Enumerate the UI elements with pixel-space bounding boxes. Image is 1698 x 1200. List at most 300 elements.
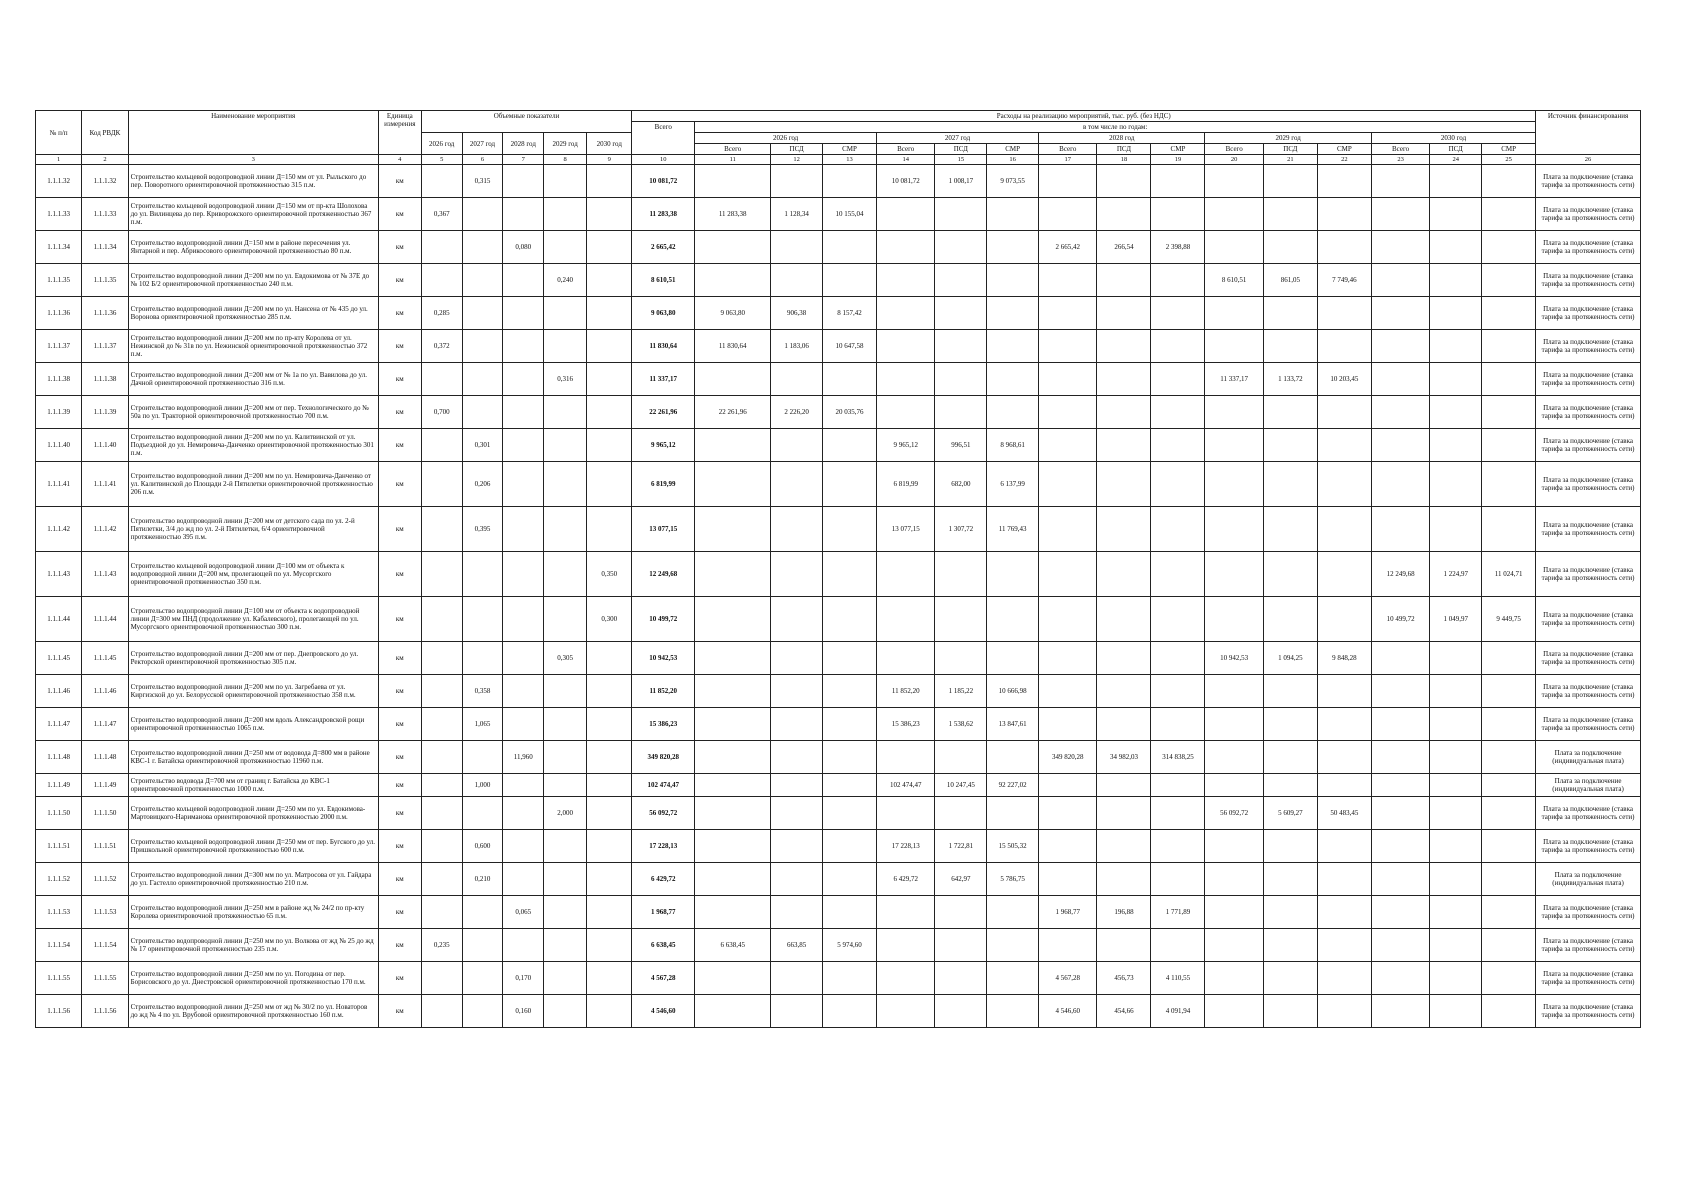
- row-cost-cell: [1151, 863, 1205, 896]
- row-cost-cell: [1151, 507, 1205, 552]
- row-volume-2029: [544, 708, 587, 741]
- row-volume-2029: [544, 429, 587, 462]
- row-cost-cell: [1039, 429, 1097, 462]
- row-volume-2030: [587, 462, 632, 507]
- table-row: [36, 363, 1641, 396]
- row-volume-2030: [587, 675, 632, 708]
- row-volume-2030: [587, 264, 632, 297]
- row-cost-cell: [1151, 929, 1205, 962]
- row-cost-cell: [1039, 363, 1097, 396]
- row-cost-cell: 682,00: [935, 462, 987, 507]
- row-cost-cell: [695, 896, 771, 929]
- row-cost-cell: [987, 231, 1039, 264]
- row-cost-cell: [823, 830, 877, 863]
- row-cost-cell: [877, 396, 935, 429]
- row-cost-cell: [1151, 396, 1205, 429]
- column-number: 22: [1317, 155, 1371, 165]
- row-number: 1.1.1.50: [36, 797, 82, 830]
- row-number: 1.1.1.51: [36, 830, 82, 863]
- row-cost-cell: [1039, 297, 1097, 330]
- row-cost-cell: 11 283,38: [695, 198, 771, 231]
- row-cost-cell: [695, 962, 771, 995]
- column-number: 1: [36, 155, 82, 165]
- column-number: 5: [421, 155, 462, 165]
- row-cost-cell: [771, 830, 823, 863]
- row-total: 56 092,72: [632, 797, 695, 830]
- row-cost-cell: [1039, 642, 1097, 675]
- row-volume-2030: [587, 863, 632, 896]
- row-cost-cell: 8 610,51: [1205, 264, 1263, 297]
- header-sub-total: Всего: [1205, 144, 1263, 155]
- row-cost-cell: [695, 830, 771, 863]
- row-code: 1.1.1.56: [82, 995, 128, 1028]
- row-cost-cell: [1317, 929, 1371, 962]
- row-cost-cell: [771, 708, 823, 741]
- row-cost-cell: [1205, 929, 1263, 962]
- row-cost-cell: [1430, 830, 1482, 863]
- row-cost-cell: 10 081,72: [877, 165, 935, 198]
- table-row: [36, 597, 1641, 642]
- column-number: 13: [823, 155, 877, 165]
- row-cost-cell: 9 965,12: [877, 429, 935, 462]
- row-cost-cell: [1097, 198, 1151, 231]
- column-number: 26: [1536, 155, 1641, 165]
- row-cost-cell: [1205, 741, 1263, 774]
- row-volume-2029: [544, 741, 587, 774]
- row-source: Плата за подключение (ставка тарифа за протяженность сети): [1536, 962, 1641, 995]
- row-code: 1.1.1.54: [82, 929, 128, 962]
- row-volume-2029: 2,000: [544, 797, 587, 830]
- row-cost-cell: [877, 995, 935, 1028]
- header-sub-psd: ПСД: [1097, 144, 1151, 155]
- row-cost-cell: [1371, 774, 1429, 797]
- row-volume-2026: [421, 462, 462, 507]
- row-cost-cell: 861,05: [1263, 264, 1317, 297]
- row-volume-2029: [544, 297, 587, 330]
- row-number: 1.1.1.49: [36, 774, 82, 797]
- table-row: [36, 929, 1641, 962]
- column-number: 17: [1039, 155, 1097, 165]
- row-volume-2029: [544, 552, 587, 597]
- row-volume-2028: [503, 675, 544, 708]
- row-total: 102 474,47: [632, 774, 695, 797]
- column-number: 9: [587, 155, 632, 165]
- row-volume-2028: [503, 708, 544, 741]
- row-cost-cell: [1263, 165, 1317, 198]
- row-cost-cell: 10 499,72: [1371, 597, 1429, 642]
- row-unit: км: [378, 774, 421, 797]
- row-cost-cell: [1482, 741, 1536, 774]
- row-volume-2029: [544, 995, 587, 1028]
- row-source: Плата за подключение (ставка тарифа за протяженность сети): [1536, 552, 1641, 597]
- row-code: 1.1.1.50: [82, 797, 128, 830]
- row-volume-2026: [421, 231, 462, 264]
- row-volume-2026: 0,372: [421, 330, 462, 363]
- row-total: 11 852,20: [632, 675, 695, 708]
- row-cost-cell: [877, 962, 935, 995]
- row-source: Плата за подключение (индивидуальная плата): [1536, 741, 1641, 774]
- row-source: Плата за подключение (ставка тарифа за протяженность сети): [1536, 797, 1641, 830]
- row-source: Плата за подключение (ставка тарифа за протяженность сети): [1536, 462, 1641, 507]
- row-cost-cell: [695, 774, 771, 797]
- row-cost-cell: [1263, 297, 1317, 330]
- row-cost-cell: 20 035,76: [823, 396, 877, 429]
- row-volume-2028: [503, 396, 544, 429]
- row-cost-cell: [1430, 675, 1482, 708]
- row-code: 1.1.1.42: [82, 507, 128, 552]
- row-name: Строительство водопроводной линии Д=250 мм от водовода Д=800 мм в районе КВС-1 г. Батайска ориентировочной протяженностью 11960 п.м.: [128, 741, 378, 774]
- row-code: 1.1.1.44: [82, 597, 128, 642]
- row-cost-cell: [1263, 597, 1317, 642]
- row-cost-cell: [1430, 396, 1482, 429]
- row-volume-2027: 1,000: [462, 774, 503, 797]
- row-cost-cell: [935, 995, 987, 1028]
- row-cost-cell: [1482, 995, 1536, 1028]
- row-cost-cell: [1482, 929, 1536, 962]
- investment-program-table-sheet: [35, 110, 1641, 1028]
- row-volume-2026: [421, 896, 462, 929]
- row-cost-cell: [1371, 396, 1429, 429]
- row-cost-cell: [1263, 231, 1317, 264]
- header-source: Источник финансирования: [1536, 111, 1641, 155]
- row-cost-cell: [1317, 396, 1371, 429]
- row-cost-cell: [935, 396, 987, 429]
- column-number: 15: [935, 155, 987, 165]
- row-cost-cell: [771, 231, 823, 264]
- row-cost-cell: [1263, 396, 1317, 429]
- row-cost-cell: [1430, 198, 1482, 231]
- row-volume-2028: [503, 830, 544, 863]
- row-cost-cell: [1097, 863, 1151, 896]
- row-volume-2030: [587, 962, 632, 995]
- row-volume-2028: 0,065: [503, 896, 544, 929]
- row-name: Строительство кольцевой водопроводной линии Д=150 мм от ул. Рыльского до пер. Поворотного ориентировочной протяженностью 315 п.м.: [128, 165, 378, 198]
- row-cost-cell: 7 749,46: [1317, 264, 1371, 297]
- row-cost-cell: 196,88: [1097, 896, 1151, 929]
- row-code: 1.1.1.35: [82, 264, 128, 297]
- row-cost-cell: [1039, 863, 1097, 896]
- row-cost-cell: 9 073,55: [987, 165, 1039, 198]
- row-cost-cell: [1097, 708, 1151, 741]
- row-volume-2026: [421, 642, 462, 675]
- row-total: 4 567,28: [632, 962, 695, 995]
- row-volume-2026: [421, 774, 462, 797]
- row-unit: км: [378, 552, 421, 597]
- row-cost-cell: [1317, 962, 1371, 995]
- row-cost-cell: [695, 264, 771, 297]
- row-cost-cell: [1317, 774, 1371, 797]
- row-cost-cell: [1205, 708, 1263, 741]
- row-cost-cell: [771, 429, 823, 462]
- row-cost-cell: [695, 675, 771, 708]
- table-row: [36, 330, 1641, 363]
- row-number: 1.1.1.48: [36, 741, 82, 774]
- row-cost-cell: [1039, 198, 1097, 231]
- row-volume-2027: [462, 231, 503, 264]
- row-volume-2026: [421, 507, 462, 552]
- row-cost-cell: [695, 462, 771, 507]
- row-cost-cell: [1371, 231, 1429, 264]
- row-cost-cell: 13 847,61: [987, 708, 1039, 741]
- row-volume-2027: [462, 552, 503, 597]
- row-cost-cell: [1317, 675, 1371, 708]
- row-volume-2028: [503, 597, 544, 642]
- row-cost-cell: [935, 330, 987, 363]
- row-cost-cell: 10 247,45: [935, 774, 987, 797]
- row-volume-2030: 0,350: [587, 552, 632, 597]
- row-cost-cell: [935, 929, 987, 962]
- row-source: Плата за подключение (ставка тарифа за протяженность сети): [1536, 330, 1641, 363]
- row-total: 6 638,45: [632, 929, 695, 962]
- row-cost-cell: [771, 995, 823, 1028]
- row-cost-cell: [695, 797, 771, 830]
- row-cost-cell: [823, 797, 877, 830]
- row-cost-cell: 1 133,72: [1263, 363, 1317, 396]
- column-number: 4: [378, 155, 421, 165]
- row-volume-2029: 0,316: [544, 363, 587, 396]
- row-name: Строительство водопроводной линии Д=200 мм по ул. Нансена от № 435 до ул. Воронова ориентировочной протяженностью 285 п.м.: [128, 297, 378, 330]
- row-volume-2028: [503, 507, 544, 552]
- row-cost-cell: [1482, 264, 1536, 297]
- row-cost-cell: [1205, 552, 1263, 597]
- row-volume-2029: [544, 330, 587, 363]
- row-cost-cell: [1039, 830, 1097, 863]
- row-cost-cell: 56 092,72: [1205, 797, 1263, 830]
- row-cost-cell: 2 398,88: [1151, 231, 1205, 264]
- row-code: 1.1.1.38: [82, 363, 128, 396]
- header-cost-year: 2029 год: [1205, 133, 1371, 144]
- row-cost-cell: [1039, 330, 1097, 363]
- row-cost-cell: [1151, 297, 1205, 330]
- row-cost-cell: 6 429,72: [877, 863, 935, 896]
- row-code: 1.1.1.43: [82, 552, 128, 597]
- row-cost-cell: [1263, 995, 1317, 1028]
- header-sub-psd: ПСД: [1430, 144, 1482, 155]
- row-volume-2026: [421, 429, 462, 462]
- row-total: 11 830,64: [632, 330, 695, 363]
- row-cost-cell: [1317, 507, 1371, 552]
- row-code: 1.1.1.46: [82, 675, 128, 708]
- row-cost-cell: [935, 198, 987, 231]
- row-cost-cell: [1263, 462, 1317, 507]
- row-cost-cell: [1371, 863, 1429, 896]
- row-cost-cell: [1482, 642, 1536, 675]
- row-cost-cell: 6 819,99: [877, 462, 935, 507]
- row-number: 1.1.1.38: [36, 363, 82, 396]
- row-cost-cell: [1430, 774, 1482, 797]
- row-cost-cell: [1039, 507, 1097, 552]
- row-cost-cell: 1 008,17: [935, 165, 987, 198]
- row-cost-cell: [1205, 429, 1263, 462]
- row-code: 1.1.1.51: [82, 830, 128, 863]
- row-unit: км: [378, 675, 421, 708]
- row-cost-cell: [1371, 896, 1429, 929]
- row-total: 22 261,96: [632, 396, 695, 429]
- row-cost-cell: [935, 363, 987, 396]
- row-cost-cell: [1482, 429, 1536, 462]
- table-row: [36, 507, 1641, 552]
- row-cost-cell: [987, 552, 1039, 597]
- row-source: Плата за подключение (ставка тарифа за протяженность сети): [1536, 675, 1641, 708]
- row-cost-cell: [1430, 165, 1482, 198]
- row-cost-cell: 102 474,47: [877, 774, 935, 797]
- row-cost-cell: [987, 896, 1039, 929]
- row-source: Плата за подключение (индивидуальная плата): [1536, 863, 1641, 896]
- header-cost-year: 2028 год: [1039, 133, 1205, 144]
- row-cost-cell: [695, 741, 771, 774]
- row-cost-cell: [771, 552, 823, 597]
- row-number: 1.1.1.37: [36, 330, 82, 363]
- row-volume-2028: 0,170: [503, 962, 544, 995]
- row-volume-2027: 0,600: [462, 830, 503, 863]
- row-cost-cell: [1430, 797, 1482, 830]
- measures-table: [35, 110, 1641, 1028]
- header-sub-psd: ПСД: [771, 144, 823, 155]
- row-number: 1.1.1.47: [36, 708, 82, 741]
- row-cost-cell: [1039, 708, 1097, 741]
- row-cost-cell: 314 838,25: [1151, 741, 1205, 774]
- row-cost-cell: [935, 896, 987, 929]
- row-cost-cell: [1317, 297, 1371, 330]
- row-name: Строительство водопроводной линии Д=100 мм от объекта к водопроводной линии Д=300 мм ПНД (продолжение ул. Кабалевского), пролегающей по ул. Мусоргского ориентировочной протяженностью 300 п.м.: [128, 597, 378, 642]
- row-code: 1.1.1.55: [82, 962, 128, 995]
- row-cost-cell: [1430, 642, 1482, 675]
- row-cost-cell: [695, 995, 771, 1028]
- row-volume-2029: [544, 962, 587, 995]
- row-cost-cell: [1482, 231, 1536, 264]
- row-volume-2026: [421, 597, 462, 642]
- column-number: 2: [82, 155, 128, 165]
- row-cost-cell: [877, 363, 935, 396]
- row-unit: км: [378, 830, 421, 863]
- row-name: Строительство водопроводной линии Д=200 мм от пер. Технологического до № 50а по ул. Тракторной ориентировочной протяженностью 700 п.м.: [128, 396, 378, 429]
- table-row: [36, 708, 1641, 741]
- row-cost-cell: [695, 708, 771, 741]
- row-cost-cell: 1 771,89: [1151, 896, 1205, 929]
- row-cost-cell: [1371, 264, 1429, 297]
- row-name: Строительство водопроводной линии Д=200 мм от № 1а по ул. Вавилова до ул. Дачной ориентировочной протяженностью 316 п.м.: [128, 363, 378, 396]
- header-volume-year: 2029 год: [544, 133, 587, 155]
- row-cost-cell: [1205, 231, 1263, 264]
- row-cost-cell: [771, 507, 823, 552]
- row-unit: км: [378, 708, 421, 741]
- header-volume-year: 2027 год: [462, 133, 503, 155]
- row-cost-cell: [1482, 863, 1536, 896]
- row-volume-2029: [544, 165, 587, 198]
- row-volume-2027: 0,358: [462, 675, 503, 708]
- row-cost-cell: [1317, 741, 1371, 774]
- row-volume-2028: [503, 929, 544, 962]
- row-cost-cell: [1151, 363, 1205, 396]
- row-cost-cell: [771, 863, 823, 896]
- row-cost-cell: [1205, 863, 1263, 896]
- row-code: 1.1.1.45: [82, 642, 128, 675]
- row-cost-cell: [987, 198, 1039, 231]
- row-code: 1.1.1.33: [82, 198, 128, 231]
- row-volume-2030: 0,300: [587, 597, 632, 642]
- row-cost-cell: [823, 363, 877, 396]
- header-sub-total: Всего: [1039, 144, 1097, 155]
- table-row: [36, 675, 1641, 708]
- row-unit: км: [378, 264, 421, 297]
- row-cost-cell: [1371, 642, 1429, 675]
- row-source: Плата за подключение (ставка тарифа за протяженность сети): [1536, 165, 1641, 198]
- row-name: Строительство водопроводной линии Д=200 мм по ул. Калитвинской от ул. Подъездной до ул. Немировича-Данченко ориентировочной протяженностью 301 п.м.: [128, 429, 378, 462]
- row-cost-cell: 11 852,20: [877, 675, 935, 708]
- row-name: Строительство водопроводной линии Д=250 мм от жд № 30/2 по ул. Новаторов до жд № 4 по ул. Врубовой ориентировочной протяженностью 160 п.м.: [128, 995, 378, 1028]
- row-source: Плата за подключение (ставка тарифа за протяженность сети): [1536, 830, 1641, 863]
- row-cost-cell: [1371, 675, 1429, 708]
- row-cost-cell: [823, 962, 877, 995]
- row-name: Строительство кольцевой водопроводной линии Д=100 мм от объекта к водопроводной линии Д=200 мм, пролегающей по ул. Мусоргского ориентировочной протяженностью 350 п.м.: [128, 552, 378, 597]
- row-cost-cell: [1482, 896, 1536, 929]
- row-volume-2028: [503, 797, 544, 830]
- row-volume-2028: 0,080: [503, 231, 544, 264]
- row-cost-cell: [1430, 297, 1482, 330]
- row-volume-2027: [462, 962, 503, 995]
- row-cost-cell: [771, 675, 823, 708]
- row-cost-cell: [1371, 363, 1429, 396]
- row-volume-2030: [587, 198, 632, 231]
- table-row: [36, 396, 1641, 429]
- row-volume-2027: [462, 741, 503, 774]
- row-source: Плата за подключение (индивидуальная плата): [1536, 774, 1641, 797]
- row-cost-cell: [877, 231, 935, 264]
- header-sub-smr: СМР: [987, 144, 1039, 155]
- row-cost-cell: 22 261,96: [695, 396, 771, 429]
- row-cost-cell: [877, 597, 935, 642]
- row-cost-cell: [935, 741, 987, 774]
- row-unit: км: [378, 363, 421, 396]
- row-volume-2026: [421, 995, 462, 1028]
- row-total: 10 499,72: [632, 597, 695, 642]
- row-cost-cell: 10 666,98: [987, 675, 1039, 708]
- header-sub-smr: СМР: [1151, 144, 1205, 155]
- row-cost-cell: 1 968,77: [1039, 896, 1097, 929]
- row-cost-cell: [1317, 597, 1371, 642]
- header-sub-total: Всего: [1371, 144, 1429, 155]
- row-name: Строительство водопроводной линии Д=200 мм от пер. Днепровского до ул. Ректорской ориентировочной протяженностью 305 п.м.: [128, 642, 378, 675]
- column-number: 10: [632, 155, 695, 165]
- row-source: Плата за подключение (ставка тарифа за протяженность сети): [1536, 264, 1641, 297]
- row-number: 1.1.1.45: [36, 642, 82, 675]
- row-cost-cell: [1151, 675, 1205, 708]
- row-number: 1.1.1.39: [36, 396, 82, 429]
- row-cost-cell: 17 228,13: [877, 830, 935, 863]
- header-unit: Единица измерения: [378, 111, 421, 155]
- row-cost-cell: [1205, 507, 1263, 552]
- row-unit: км: [378, 797, 421, 830]
- row-cost-cell: [935, 597, 987, 642]
- row-cost-cell: [1263, 507, 1317, 552]
- row-number: 1.1.1.52: [36, 863, 82, 896]
- row-cost-cell: 10 203,45: [1317, 363, 1371, 396]
- row-cost-cell: [1151, 330, 1205, 363]
- row-cost-cell: [1263, 429, 1317, 462]
- table-row: [36, 741, 1641, 774]
- row-cost-cell: [695, 863, 771, 896]
- table-row: [36, 995, 1641, 1028]
- row-cost-cell: [823, 507, 877, 552]
- row-volume-2030: [587, 507, 632, 552]
- row-volume-2028: [503, 774, 544, 797]
- row-cost-cell: [1039, 165, 1097, 198]
- row-cost-cell: [1263, 675, 1317, 708]
- row-cost-cell: [1097, 830, 1151, 863]
- row-cost-cell: [1097, 396, 1151, 429]
- row-cost-cell: [1039, 462, 1097, 507]
- row-cost-cell: [1371, 797, 1429, 830]
